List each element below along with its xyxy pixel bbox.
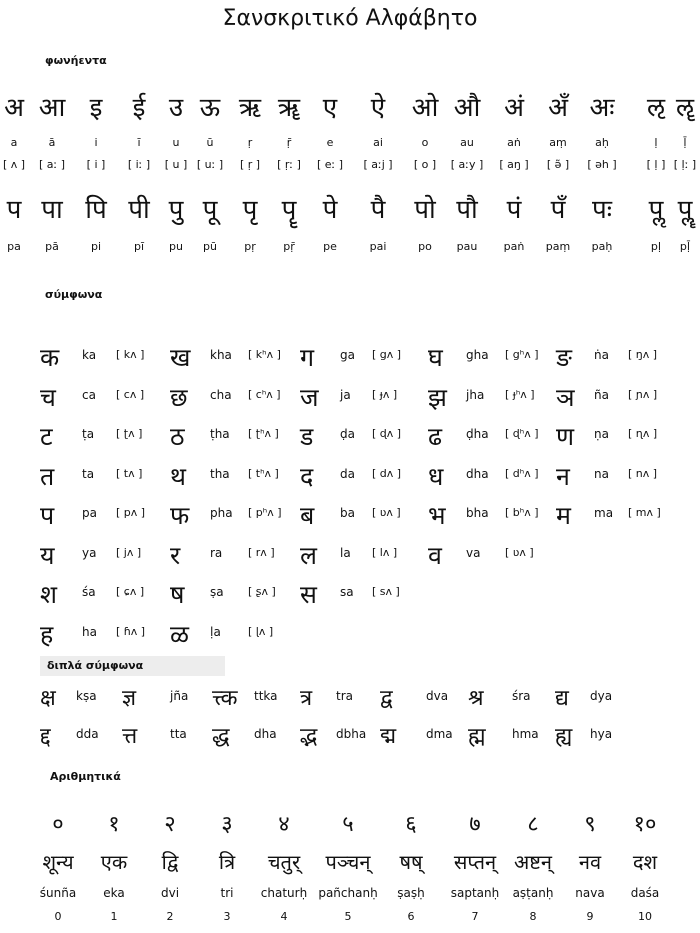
numeral-word: दश	[632, 850, 658, 874]
numeral-word: त्रि	[218, 850, 236, 874]
consonant-transliteration: ca	[82, 387, 96, 402]
conjunct-letter: द्द	[40, 724, 51, 749]
numeral-word: षष्	[399, 850, 423, 874]
vowel-transliteration: ṝ	[286, 136, 292, 149]
conjunct-letter: त्र	[300, 686, 313, 711]
consonant-transliteration: da	[340, 466, 355, 481]
numeral-arabic: 9	[586, 910, 594, 923]
consonant-ipa: [ kʰʌ ]	[248, 348, 281, 361]
consonant-letter: झ	[428, 382, 447, 412]
vowel-p-transliteration: pḹ	[679, 240, 691, 253]
vowel-ipa: [ u ]	[164, 158, 188, 171]
consonant-transliteration: bha	[466, 506, 489, 520]
consonant-transliteration: ra	[210, 545, 223, 560]
vowel-transliteration: au	[460, 136, 474, 149]
page-title: Σανσκριτικό Αλφάβητο	[222, 6, 478, 31]
numeral-transliteration: ṣaṣḥ	[397, 886, 425, 900]
numeral-transliteration: tri	[220, 886, 234, 900]
vowel-p-transliteration: pau	[456, 240, 478, 253]
numeral-devanagari: १०	[633, 812, 657, 837]
vowel-letter: ऐ	[370, 93, 386, 123]
vowel-ipa: [ ṛ ]	[239, 158, 261, 171]
consonant-ipa: [ ɳʌ ]	[628, 427, 658, 440]
consonant-letter: भ	[428, 501, 446, 530]
consonant-ipa: [ tʌ ]	[116, 466, 143, 480]
vowel-p-syllable: पे	[322, 195, 338, 225]
conjunct-letter: श्र	[468, 686, 484, 711]
consonant-transliteration: pa	[82, 506, 97, 520]
consonant-ipa: [ pʌ ]	[116, 506, 146, 519]
consonant-transliteration: ya	[82, 545, 97, 560]
vowel-transliteration: ḷ	[654, 136, 658, 149]
consonant-letter: फ	[170, 501, 190, 530]
vowel-transliteration: e	[326, 136, 334, 149]
vowel-p-transliteration: pu	[169, 240, 183, 253]
conjunct-transliteration: hma	[512, 727, 539, 741]
vowel-transliteration-row	[0, 136, 700, 150]
numeral-arabic: 4	[280, 910, 288, 923]
conjunct-letter: द्ध	[212, 724, 230, 749]
consonant-transliteration: gha	[466, 348, 489, 362]
vowel-letter: ई	[132, 93, 146, 123]
consonant-letter: श	[40, 580, 58, 609]
conjunct-letter: त्त्क	[212, 686, 238, 711]
conjunct-letter: द्भ	[300, 724, 318, 749]
vowel-letter: ऊ	[199, 93, 221, 123]
conjunct-letter: क्ष	[40, 686, 56, 711]
consonant-ipa: [ ʋʌ ]	[505, 545, 534, 559]
consonant-transliteration: ḷa	[210, 624, 221, 639]
vowel-ipa: [ eː ]	[316, 158, 344, 171]
numeral-word: शून्य	[42, 850, 74, 874]
numeral-devanagari: ०	[52, 812, 64, 837]
vowel-ipa: [ ṛː ]	[277, 158, 301, 171]
vowel-p-transliteration-row	[0, 240, 700, 254]
vowel-p-transliteration: paṅ	[503, 240, 525, 253]
consonant-letter: ळ	[170, 619, 190, 649]
consonant-ipa: [ mʌ ]	[628, 506, 661, 519]
conjunct-transliteration: dha	[254, 727, 277, 741]
vowel-p-syllable: पः	[591, 195, 613, 225]
consonant-ipa: [ tʰʌ ]	[248, 466, 279, 480]
vowel-ipa: [ aːj ]	[363, 158, 393, 171]
consonant-transliteration: ma	[594, 506, 614, 520]
vowel-devanagari-row	[0, 88, 700, 122]
consonant-letter: ख	[170, 343, 191, 372]
consonant-transliteration: tha	[210, 466, 230, 481]
vowel-ipa: [ i ]	[86, 158, 106, 171]
numeral-transliteration: saptanḥ	[450, 886, 500, 900]
conjunct-transliteration: jña	[170, 689, 189, 703]
vowel-letter: अं	[504, 93, 524, 123]
vowel-p-transliteration: pṝ	[283, 240, 295, 253]
consonant-letter: त	[40, 461, 55, 491]
consonant-letter: ज	[300, 382, 319, 412]
consonant-transliteration: sa	[340, 585, 354, 599]
numeral-word: पञ्चन्	[325, 850, 371, 874]
vowel-ipa: [ əh ]	[587, 158, 617, 171]
numeral-devanagari: ४	[278, 812, 290, 837]
consonant-letter: ठ	[170, 422, 185, 451]
consonant-ipa: [ ʈʰʌ ]	[248, 427, 279, 440]
consonant-ipa: [ dʌ ]	[372, 466, 402, 480]
consonant-ipa: [ gʰʌ ]	[505, 348, 539, 361]
vowel-transliteration: aṃ	[549, 136, 567, 149]
numeral-transliteration: aṣṭanḥ	[512, 886, 554, 900]
consonant-ipa: [ pʰʌ ]	[248, 506, 282, 519]
consonant-letter: ढ	[428, 422, 443, 451]
consonant-letter: ध	[428, 461, 444, 491]
numeral-arabic: 7	[471, 910, 479, 923]
consonant-letter: ड	[300, 422, 314, 451]
consonant-letter: य	[40, 540, 55, 570]
vowel-letter: ऋ	[238, 93, 262, 123]
consonant-letter: ञ	[556, 382, 575, 412]
numeral-transliteration: pañchanḥ	[318, 886, 378, 900]
conjunct-transliteration: dva	[426, 689, 449, 703]
vowel-p-transliteration: pe	[323, 240, 337, 253]
vowel-letter: आ	[38, 93, 66, 123]
consonant-letter: च	[40, 382, 56, 412]
consonant-transliteration: jha	[466, 387, 485, 402]
consonant-letter: क	[40, 343, 60, 372]
consonant-transliteration: dha	[466, 466, 489, 481]
vowel-letter: ॠ	[277, 93, 301, 123]
numeral-arabic: 3	[223, 910, 231, 923]
vowel-ipa: [ o ]	[413, 158, 437, 171]
consonant-transliteration: cha	[210, 387, 232, 402]
conjunct-transliteration: tra	[336, 689, 353, 703]
consonant-ipa: [ ɖʰʌ ]	[505, 427, 539, 440]
vowel-transliteration: aṅ	[507, 136, 521, 149]
numeral-transliteration: dvi	[160, 886, 180, 900]
consonant-letter: स	[300, 580, 317, 609]
consonant-ipa: [ ŋʌ ]	[628, 348, 658, 361]
consonant-letter: छ	[170, 382, 188, 412]
vowel-letter: ॡ	[675, 93, 695, 123]
consonant-ipa: [ ɦʌ ]	[116, 624, 146, 638]
numeral-arabic: 0	[54, 910, 62, 923]
numeral-devanagari: ३	[221, 812, 233, 837]
conjunct-letter: त्त	[122, 724, 138, 749]
consonant-transliteration: ṇa	[594, 427, 609, 441]
consonant-letter: र	[170, 540, 181, 570]
vowel-letter: औ	[453, 93, 481, 123]
vowel-p-syllable: प	[6, 195, 22, 225]
vowel-letter: उ	[168, 93, 184, 123]
numeral-word: अष्टन्	[513, 850, 553, 874]
vowel-letter: अ	[4, 93, 24, 123]
consonant-transliteration: kha	[210, 348, 232, 362]
vowel-transliteration: i	[94, 136, 98, 149]
consonant-letter: ब	[300, 501, 315, 530]
numeral-devanagari: २	[164, 812, 176, 837]
vowel-ipa-row	[0, 158, 700, 172]
vowel-letter: ए	[322, 93, 338, 123]
vowel-transliteration: ī	[137, 136, 141, 149]
consonant-transliteration: ṣa	[210, 585, 224, 599]
consonant-letter: द	[300, 461, 314, 491]
numeral-word: एक	[100, 850, 128, 874]
consonant-ipa: [ jʌ ]	[116, 545, 142, 559]
vowel-transliteration: o	[421, 136, 429, 149]
vowel-p-transliteration: po	[418, 240, 432, 253]
numeral-transliteration-row	[0, 886, 700, 900]
numeral-devanagari: ८	[527, 812, 539, 837]
vowel-p-syllable: पौ	[456, 195, 478, 225]
vowel-p-transliteration: pa	[7, 240, 21, 253]
conjunct-transliteration: hya	[590, 727, 613, 741]
section-heading-conjuncts	[40, 656, 225, 676]
numeral-arabic: 6	[407, 910, 415, 923]
vowel-ipa: [ ʌ ]	[2, 158, 26, 171]
consonant-ipa: [ cʌ ]	[116, 387, 145, 401]
consonant-letter: ङ	[556, 343, 572, 372]
conjunct-letter: द्म	[380, 724, 397, 749]
consonant-transliteration: ja	[340, 387, 351, 402]
vowel-p-syllable: पॄ	[281, 195, 297, 225]
section-heading-numerals: Αριθμητικά	[50, 770, 121, 783]
vowel-letter: अँ	[548, 93, 568, 123]
numeral-arabic: 10	[638, 910, 652, 923]
vowel-transliteration: ū	[206, 136, 214, 149]
consonant-letter: न	[556, 461, 570, 491]
consonant-transliteration: ba	[340, 506, 355, 520]
numeral-transliteration: eka	[103, 886, 125, 900]
consonant-transliteration: ga	[340, 348, 355, 362]
numeral-word: द्वि	[161, 850, 179, 874]
numeral-transliteration: chaturḥ	[260, 886, 308, 900]
consonant-letter: ष	[170, 580, 185, 609]
vowel-p-transliteration: pī	[133, 240, 145, 253]
numeral-devanagari: ७	[469, 812, 481, 837]
numeral-devanagari: ५	[342, 812, 354, 837]
consonant-ipa: [ ɲʌ ]	[628, 387, 658, 401]
numeral-devanagari: ६	[405, 812, 417, 837]
vowel-p-syllable: पॢ	[648, 195, 664, 225]
consonant-transliteration: ka	[82, 348, 97, 362]
consonant-ipa: [ gʌ ]	[372, 348, 402, 361]
numeral-devanagari: ९	[584, 812, 596, 837]
vowel-p-devanagari-row	[0, 190, 700, 224]
vowel-p-transliteration: pā	[45, 240, 59, 253]
consonant-transliteration: ṭa	[82, 427, 95, 441]
numeral-transliteration: daśa	[630, 886, 660, 900]
consonant-ipa: [ ʈʌ ]	[116, 427, 143, 440]
consonant-letter: ग	[300, 343, 315, 372]
consonant-transliteration: ña	[594, 387, 609, 402]
consonant-transliteration: na	[594, 466, 609, 481]
consonant-ipa: [ ɕʌ ]	[116, 585, 145, 598]
conjunct-transliteration: śra	[512, 689, 531, 703]
numeral-word: चतुर्	[267, 850, 301, 874]
consonant-letter: म	[556, 501, 571, 530]
vowel-ipa: [ aː ]	[38, 158, 66, 171]
consonant-letter: थ	[170, 461, 186, 491]
consonant-transliteration: la	[340, 545, 351, 560]
conjunct-letter: ह्म	[468, 724, 486, 749]
conjunct-transliteration: ttka	[254, 689, 278, 703]
conjunct-transliteration: dbha	[336, 727, 367, 741]
conjunct-letter: द्य	[555, 686, 569, 711]
vowel-transliteration: a	[10, 136, 18, 149]
consonant-transliteration: va	[466, 545, 481, 560]
vowel-p-syllable: पु	[168, 195, 184, 225]
consonant-letter: प	[40, 501, 55, 530]
vowel-p-syllable: पी	[128, 195, 150, 225]
conjunct-letter: ह्य	[555, 724, 573, 749]
conjunct-transliteration: dda	[76, 727, 99, 741]
vowel-p-syllable: पॣ	[677, 195, 693, 225]
consonant-letter: ण	[556, 422, 575, 451]
consonant-ipa: [ rʌ ]	[248, 545, 275, 559]
consonant-ipa: [ lʌ ]	[372, 545, 398, 559]
consonant-transliteration: ṭha	[210, 427, 230, 441]
conjunct-letter: ज्ञ	[122, 686, 137, 711]
consonant-transliteration: pha	[210, 506, 233, 520]
section-heading-vowels: φωνήεντα	[45, 54, 107, 67]
vowel-p-syllable: पं	[506, 195, 522, 225]
vowel-p-syllable: पँ	[550, 195, 566, 225]
vowel-ipa: [ ḷ ]	[646, 158, 666, 171]
conjunct-transliteration: tta	[170, 727, 187, 741]
numeral-transliteration: nava	[575, 886, 605, 900]
consonant-ipa: [ ʋʌ ]	[372, 506, 401, 519]
vowel-p-syllable: पृ	[242, 195, 258, 225]
vowel-p-syllable: पा	[41, 195, 63, 225]
conjunct-letter: द्व	[380, 686, 393, 711]
section-heading-conjuncts-label: διπλά σύμφωνα	[47, 659, 144, 672]
consonant-letter: ह	[40, 619, 54, 649]
consonant-ipa: [ nʌ ]	[628, 466, 658, 480]
vowel-p-syllable: पै	[370, 195, 386, 225]
consonant-ipa: [ ɭʌ ]	[248, 624, 274, 638]
consonant-transliteration: ta	[82, 466, 95, 481]
consonant-ipa: [ ɖʌ ]	[372, 427, 402, 440]
numeral-arabic-row	[0, 910, 700, 924]
consonant-letter: ट	[40, 422, 53, 451]
vowel-letter: अः	[589, 93, 615, 123]
vowel-p-transliteration: pḷ	[650, 240, 662, 253]
consonant-ipa: [ ɟʌ ]	[372, 387, 398, 401]
consonant-ipa: [ sʌ ]	[372, 585, 400, 598]
consonant-ipa: [ kʌ ]	[116, 348, 145, 361]
vowel-ipa: [ iː ]	[127, 158, 151, 171]
consonant-letter: ल	[300, 540, 317, 570]
conjunct-transliteration: kṣa	[76, 689, 97, 703]
consonant-transliteration: ḍha	[466, 427, 489, 441]
vowel-transliteration: ḹ	[683, 136, 687, 149]
consonant-transliteration: ḍa	[340, 427, 355, 441]
vowel-p-transliteration: paṃ	[545, 240, 571, 253]
vowel-letter: ऌ	[646, 93, 666, 123]
vowel-p-syllable: पो	[414, 195, 436, 225]
vowel-ipa: [ ḷː ]	[673, 158, 697, 171]
numeral-word: सप्तन्	[453, 850, 497, 874]
consonant-letter: घ	[428, 343, 443, 372]
vowel-p-transliteration: pū	[203, 240, 217, 253]
vowel-p-transliteration: pṛ	[244, 240, 256, 253]
conjunct-transliteration: dya	[590, 689, 613, 703]
vowel-p-syllable: पू	[202, 195, 218, 225]
section-heading-consonants: σύμφωνα	[45, 288, 103, 301]
consonant-ipa: [ ʂʌ ]	[248, 585, 276, 598]
vowel-p-transliteration: pi	[90, 240, 102, 253]
numeral-arabic: 8	[529, 910, 537, 923]
vowel-transliteration: u	[172, 136, 180, 149]
vowel-transliteration: ṛ	[247, 136, 253, 149]
conjunct-transliteration: dma	[426, 727, 453, 741]
numeral-transliteration: śunña	[39, 886, 77, 900]
vowel-ipa: [ aŋ ]	[499, 158, 529, 171]
vowel-p-transliteration: paḥ	[591, 240, 613, 253]
vowel-ipa: [ ə̃ ]	[546, 158, 570, 171]
consonant-ipa: [ bʰʌ ]	[505, 506, 539, 519]
vowel-letter: इ	[89, 93, 103, 123]
consonant-ipa: [ dʰʌ ]	[505, 466, 539, 480]
numeral-devanagari: १	[108, 812, 120, 837]
vowel-ipa: [ aːy ]	[450, 158, 484, 171]
consonant-transliteration: ṅa	[594, 348, 609, 362]
vowel-transliteration: ai	[373, 136, 383, 149]
numeral-devanagari-row	[0, 808, 700, 838]
vowel-p-syllable: पि	[85, 195, 107, 225]
consonant-letter: व	[428, 540, 442, 570]
consonant-transliteration: śa	[82, 585, 96, 599]
vowel-transliteration: aḥ	[595, 136, 609, 149]
vowel-transliteration: ā	[48, 136, 56, 149]
consonant-ipa: [ ɟʰʌ ]	[505, 387, 535, 401]
consonant-ipa: [ cʰʌ ]	[248, 387, 281, 401]
numeral-arabic: 1	[110, 910, 118, 923]
consonant-transliteration: ha	[82, 624, 97, 639]
numeral-arabic: 2	[166, 910, 174, 923]
vowel-ipa: [ uː ]	[196, 158, 224, 171]
vowel-p-transliteration: pai	[369, 240, 387, 253]
vowel-letter: ओ	[411, 93, 439, 123]
numeral-word-row	[0, 848, 700, 878]
numeral-word: नव	[578, 850, 602, 874]
numeral-arabic: 5	[344, 910, 352, 923]
